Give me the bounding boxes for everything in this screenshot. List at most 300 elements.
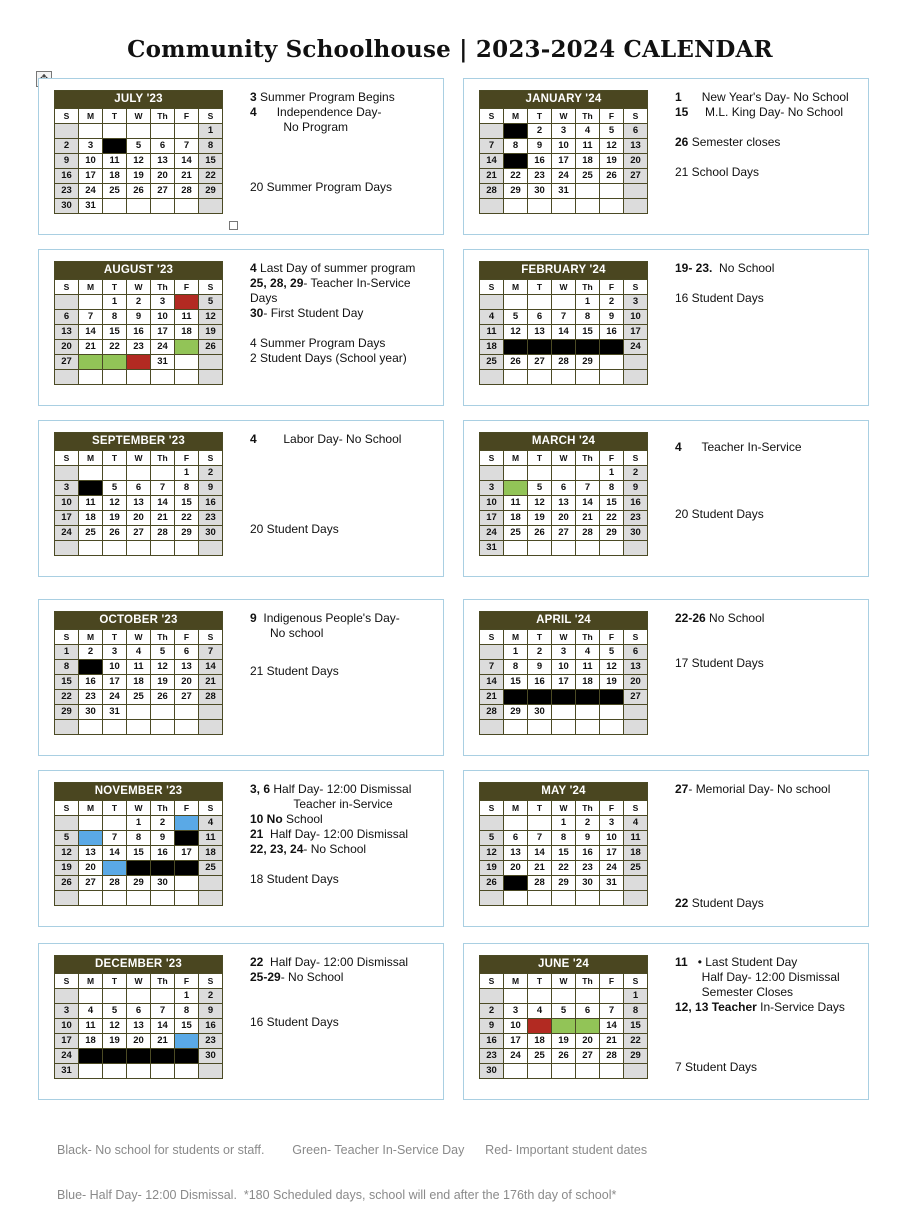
note-date: 9 <box>250 611 257 625</box>
day-cell: 8 <box>624 1004 648 1019</box>
note-date: 4 <box>250 105 257 119</box>
month-calendar <box>479 955 648 1079</box>
note-text: Indigenous People's Day- No school <box>263 611 400 640</box>
day-cell <box>552 295 576 310</box>
day-cell <box>175 1064 199 1079</box>
day-cell <box>528 989 552 1004</box>
day-cell <box>552 370 576 385</box>
day-cell: 17 <box>552 154 576 169</box>
month-title: AUGUST '23 <box>55 262 223 280</box>
week-row <box>55 124 223 139</box>
note-text: Half Day- 12:00 Dismissal <box>263 955 409 969</box>
day-cell: 13 <box>151 154 175 169</box>
day-header: Th <box>576 630 600 645</box>
day-cell: 3 <box>480 481 504 496</box>
note-text: - No School <box>303 842 367 856</box>
day-cell: 28 <box>151 526 175 541</box>
day-cell: 22 <box>624 1034 648 1049</box>
day-cell: 10 <box>480 496 504 511</box>
day-cell: 4 <box>624 816 648 831</box>
day-cell <box>79 295 103 310</box>
day-cell <box>528 340 552 355</box>
day-header: W <box>552 109 576 124</box>
day-cell <box>576 541 600 556</box>
month-notes <box>675 432 863 522</box>
day-cell: 15 <box>175 1019 199 1034</box>
note-text: - Teacher In-Service Days <box>250 276 414 305</box>
day-cell: 13 <box>127 496 151 511</box>
day-cell: 3 <box>624 295 648 310</box>
day-cell <box>151 199 175 214</box>
note-line <box>250 522 438 537</box>
day-cell <box>55 720 79 735</box>
day-cell: 12 <box>127 154 151 169</box>
day-cell: 17 <box>504 1034 528 1049</box>
month-calendar <box>479 432 648 556</box>
week-row <box>55 846 223 861</box>
day-cell <box>624 1064 648 1079</box>
day-cell <box>175 705 199 720</box>
month-notes <box>250 955 438 1030</box>
day-cell <box>103 541 127 556</box>
day-cell: 15 <box>576 325 600 340</box>
day-cell: 6 <box>624 124 648 139</box>
day-cell: 5 <box>504 310 528 325</box>
day-header: S <box>624 280 648 295</box>
day-cell: 26 <box>528 526 552 541</box>
day-cell <box>175 816 199 831</box>
day-cell: 3 <box>103 645 127 660</box>
day-header: T <box>528 974 552 989</box>
day-cell <box>127 370 151 385</box>
day-cell: 21 <box>151 1034 175 1049</box>
table-resize-handle[interactable] <box>229 221 238 230</box>
note-text: 2 Student Days (School year) <box>250 351 407 365</box>
day-cell: 14 <box>79 325 103 340</box>
day-cell <box>55 989 79 1004</box>
day-header: S <box>480 451 504 466</box>
note-line <box>250 105 438 135</box>
day-cell: 14 <box>600 1019 624 1034</box>
week-row <box>55 139 223 154</box>
day-cell: 9 <box>624 481 648 496</box>
day-cell: 24 <box>151 340 175 355</box>
day-cell: 13 <box>127 1019 151 1034</box>
day-header: M <box>504 451 528 466</box>
month-panel <box>38 770 444 927</box>
day-cell <box>79 816 103 831</box>
note-text: Summer Program Begins <box>256 90 395 104</box>
day-cell: 4 <box>127 645 151 660</box>
day-cell: 11 <box>480 325 504 340</box>
day-cell: 20 <box>127 1034 151 1049</box>
note-date: 25, 28, 29 <box>250 276 304 290</box>
day-cell: 16 <box>480 1034 504 1049</box>
day-cell <box>576 720 600 735</box>
month-panel <box>463 78 869 235</box>
day-cell <box>103 355 127 370</box>
day-cell <box>79 1064 103 1079</box>
week-row <box>55 831 223 846</box>
day-cell: 12 <box>480 846 504 861</box>
day-cell: 20 <box>624 154 648 169</box>
day-header: M <box>79 280 103 295</box>
day-cell <box>624 355 648 370</box>
note-text: New Year's Day- No School <box>681 90 849 104</box>
day-header: Th <box>151 630 175 645</box>
week-row <box>55 496 223 511</box>
day-header: M <box>504 109 528 124</box>
note-date: 10 No <box>250 812 283 826</box>
note-line <box>250 90 438 105</box>
day-cell: 27 <box>528 355 552 370</box>
day-cell: 17 <box>600 846 624 861</box>
day-cell: 25 <box>127 690 151 705</box>
month-notes <box>250 432 438 537</box>
day-header: F <box>600 630 624 645</box>
day-cell <box>552 690 576 705</box>
day-cell: 1 <box>175 466 199 481</box>
week-row <box>480 310 648 325</box>
day-header: W <box>552 630 576 645</box>
day-cell <box>552 705 576 720</box>
day-cell: 10 <box>600 831 624 846</box>
day-cell <box>624 541 648 556</box>
day-cell <box>55 541 79 556</box>
day-cell: 11 <box>576 139 600 154</box>
day-cell: 4 <box>79 1004 103 1019</box>
month-notes <box>675 782 863 911</box>
day-cell: 8 <box>576 310 600 325</box>
day-cell: 15 <box>127 846 151 861</box>
week-row <box>55 1034 223 1049</box>
day-cell: 6 <box>175 645 199 660</box>
day-header: S <box>480 630 504 645</box>
day-cell: 2 <box>528 124 552 139</box>
day-header: S <box>55 109 79 124</box>
day-cell: 3 <box>55 1004 79 1019</box>
week-row <box>55 645 223 660</box>
day-cell: 18 <box>504 511 528 526</box>
note-line <box>675 261 863 276</box>
day-header: W <box>552 801 576 816</box>
month-notes <box>250 782 438 887</box>
note-text: No School <box>712 261 775 275</box>
note-line <box>675 440 863 455</box>
note-text: M.L. King Day- No School <box>688 105 844 119</box>
week-row <box>55 690 223 705</box>
week-row <box>480 720 648 735</box>
month-calendar <box>54 782 223 906</box>
day-cell: 10 <box>55 1019 79 1034</box>
day-cell <box>552 720 576 735</box>
day-cell: 9 <box>480 1019 504 1034</box>
day-cell <box>480 124 504 139</box>
day-cell: 6 <box>127 1004 151 1019</box>
day-header: T <box>528 451 552 466</box>
week-row <box>480 154 648 169</box>
month-title: JULY '23 <box>55 91 223 109</box>
day-cell <box>552 1064 576 1079</box>
day-cell: 19 <box>600 154 624 169</box>
day-cell: 14 <box>199 660 223 675</box>
day-header: S <box>55 451 79 466</box>
day-header: S <box>199 280 223 295</box>
note-text: Independence Day- No Program <box>276 105 382 134</box>
note-date: 3, 6 <box>250 782 271 796</box>
note-line <box>250 872 438 887</box>
week-row <box>480 169 648 184</box>
day-cell: 31 <box>103 705 127 720</box>
day-cell: 11 <box>576 660 600 675</box>
day-cell <box>600 720 624 735</box>
day-cell <box>600 340 624 355</box>
day-cell: 19 <box>127 169 151 184</box>
note-date: 15 <box>675 105 689 119</box>
day-cell: 25 <box>199 861 223 876</box>
day-cell <box>576 891 600 906</box>
day-cell <box>576 199 600 214</box>
day-cell: 16 <box>151 846 175 861</box>
day-cell <box>504 1064 528 1079</box>
month-calendar <box>479 611 648 735</box>
day-cell: 14 <box>480 154 504 169</box>
day-cell: 21 <box>79 340 103 355</box>
day-cell <box>79 481 103 496</box>
day-cell <box>103 1049 127 1064</box>
day-cell: 20 <box>504 861 528 876</box>
day-header: S <box>624 109 648 124</box>
week-row <box>480 199 648 214</box>
day-cell <box>528 891 552 906</box>
day-header: S <box>480 109 504 124</box>
day-cell <box>103 891 127 906</box>
day-cell: 12 <box>151 660 175 675</box>
note-text: - First Student Day <box>263 306 364 320</box>
day-cell: 17 <box>79 169 103 184</box>
day-cell <box>528 1019 552 1034</box>
day-cell <box>151 541 175 556</box>
day-header: F <box>175 109 199 124</box>
day-cell: 25 <box>576 169 600 184</box>
day-header: Th <box>151 451 175 466</box>
day-cell: 17 <box>55 511 79 526</box>
day-cell: 20 <box>127 511 151 526</box>
day-cell <box>624 199 648 214</box>
month-calendar <box>479 90 648 214</box>
day-cell <box>600 891 624 906</box>
day-header: S <box>480 801 504 816</box>
day-cell: 5 <box>528 481 552 496</box>
month-panel <box>463 420 869 577</box>
day-cell <box>504 124 528 139</box>
note-line <box>675 291 863 306</box>
day-cell <box>151 370 175 385</box>
day-cell <box>103 124 127 139</box>
week-row <box>480 1019 648 1034</box>
month-panel <box>463 599 869 756</box>
week-row <box>55 169 223 184</box>
day-cell: 13 <box>504 846 528 861</box>
day-cell: 18 <box>480 340 504 355</box>
week-row <box>480 1034 648 1049</box>
month-panel <box>38 249 444 406</box>
day-cell <box>175 340 199 355</box>
day-header: T <box>103 974 127 989</box>
day-cell: 18 <box>199 846 223 861</box>
day-cell <box>199 355 223 370</box>
week-row <box>55 675 223 690</box>
month-title: MARCH '24 <box>480 433 648 451</box>
day-cell <box>79 891 103 906</box>
day-cell: 11 <box>175 310 199 325</box>
day-cell: 20 <box>151 169 175 184</box>
note-line <box>250 351 438 366</box>
day-cell <box>504 340 528 355</box>
day-header: S <box>624 451 648 466</box>
day-cell: 23 <box>480 1049 504 1064</box>
note-text: Last Day of summer program <box>256 261 416 275</box>
day-cell: 18 <box>576 154 600 169</box>
day-cell <box>175 355 199 370</box>
day-cell: 19 <box>528 511 552 526</box>
day-cell <box>576 340 600 355</box>
day-cell: 24 <box>55 526 79 541</box>
week-row <box>480 370 648 385</box>
day-cell <box>528 690 552 705</box>
day-cell: 12 <box>55 846 79 861</box>
note-line <box>250 842 438 857</box>
day-cell <box>103 720 127 735</box>
day-cell: 30 <box>55 199 79 214</box>
week-row <box>55 466 223 481</box>
day-cell: 22 <box>600 511 624 526</box>
day-cell <box>600 989 624 1004</box>
day-cell: 27 <box>151 184 175 199</box>
day-cell: 28 <box>480 705 504 720</box>
day-cell <box>600 355 624 370</box>
day-cell: 1 <box>55 645 79 660</box>
day-cell: 11 <box>624 831 648 846</box>
day-cell: 1 <box>600 466 624 481</box>
day-cell: 24 <box>103 690 127 705</box>
day-cell: 6 <box>528 310 552 325</box>
note-date: 3 <box>250 90 257 104</box>
note-line <box>250 611 438 641</box>
day-cell: 31 <box>79 199 103 214</box>
day-cell: 9 <box>55 154 79 169</box>
day-cell: 27 <box>175 690 199 705</box>
day-cell: 17 <box>151 325 175 340</box>
day-cell: 16 <box>624 496 648 511</box>
day-cell: 6 <box>552 481 576 496</box>
note-date: 1 <box>675 90 682 104</box>
day-cell: 5 <box>600 124 624 139</box>
week-row <box>55 1019 223 1034</box>
week-row <box>480 660 648 675</box>
day-cell <box>103 466 127 481</box>
note-text: - Memorial Day- No school <box>688 782 831 796</box>
day-cell <box>127 541 151 556</box>
week-row <box>480 541 648 556</box>
day-cell: 31 <box>600 876 624 891</box>
month-panel <box>38 943 444 1100</box>
day-header: Th <box>576 974 600 989</box>
day-cell: 23 <box>79 690 103 705</box>
day-header: S <box>624 974 648 989</box>
day-cell: 1 <box>552 816 576 831</box>
day-header: F <box>600 109 624 124</box>
note-line <box>250 782 438 812</box>
note-line <box>675 1000 863 1015</box>
note-date: 4 <box>250 261 257 275</box>
day-cell: 27 <box>127 526 151 541</box>
day-cell <box>55 370 79 385</box>
month-title: APRIL '24 <box>480 612 648 630</box>
day-cell: 8 <box>199 139 223 154</box>
legend <box>57 1113 877 1218</box>
day-cell: 24 <box>600 861 624 876</box>
day-cell: 27 <box>624 169 648 184</box>
day-cell: 11 <box>199 831 223 846</box>
note-line <box>675 1060 863 1075</box>
note-line <box>250 180 438 195</box>
day-cell: 8 <box>103 310 127 325</box>
day-cell: 29 <box>175 526 199 541</box>
day-cell: 3 <box>552 124 576 139</box>
day-cell: 28 <box>480 184 504 199</box>
day-header: M <box>79 974 103 989</box>
day-cell: 5 <box>103 481 127 496</box>
day-cell: 7 <box>480 660 504 675</box>
day-cell <box>127 124 151 139</box>
week-row <box>480 466 648 481</box>
day-cell: 3 <box>79 139 103 154</box>
note-text: Half Day- 12:00 Dismissal Teacher in-Service <box>273 782 412 811</box>
day-cell: 22 <box>504 169 528 184</box>
day-cell: 28 <box>199 690 223 705</box>
day-cell: 12 <box>103 1019 127 1034</box>
day-cell: 27 <box>624 690 648 705</box>
day-header: S <box>624 630 648 645</box>
day-cell: 23 <box>576 861 600 876</box>
week-row <box>480 481 648 496</box>
note-line <box>250 827 438 842</box>
day-cell: 16 <box>576 846 600 861</box>
day-cell: 19 <box>103 1034 127 1049</box>
note-text: Semester closes <box>688 135 781 149</box>
day-cell: 10 <box>103 660 127 675</box>
day-cell: 21 <box>528 861 552 876</box>
day-cell: 5 <box>127 139 151 154</box>
day-header: M <box>79 630 103 645</box>
week-row <box>55 340 223 355</box>
day-cell: 18 <box>103 169 127 184</box>
day-header: M <box>79 109 103 124</box>
day-cell: 25 <box>528 1049 552 1064</box>
day-cell: 9 <box>199 1004 223 1019</box>
month-calendar <box>479 782 648 906</box>
day-cell: 9 <box>528 139 552 154</box>
week-row <box>480 184 648 199</box>
day-cell: 16 <box>199 496 223 511</box>
legend-line-1: Black- No school for students or staff. Green- Teacher In-Service Day Red- Important student dates <box>57 1143 648 1157</box>
day-cell <box>151 466 175 481</box>
day-header: S <box>199 451 223 466</box>
month-title: DECEMBER '23 <box>55 956 223 974</box>
day-cell <box>480 989 504 1004</box>
page-title: Community Schoolhouse | 2023-2024 CALENDAR <box>127 36 773 63</box>
